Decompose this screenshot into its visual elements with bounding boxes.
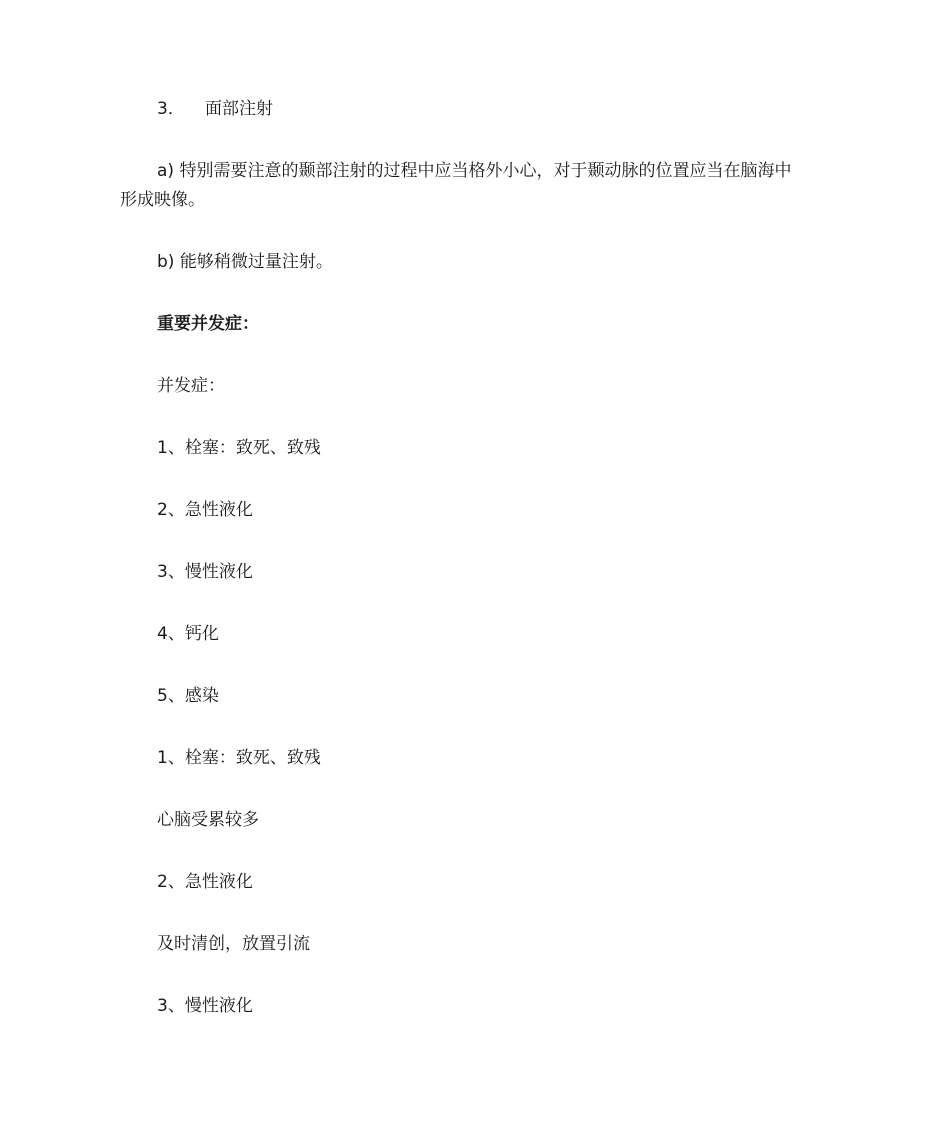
list-item: 心脑受累较多 [157,810,259,830]
paragraph-a-line-1: a) 特别需要注意的颞部注射的过程中应当格外小心，对于颞动脉的位置应当在脑海中 [157,161,792,181]
section-title: 面部注射 [205,99,273,119]
list-item: 2、急性液化 [157,872,253,892]
list-item: 并发症： [157,376,225,396]
list-item: 及时清创，放置引流 [157,934,310,954]
list-item: 5、感染 [157,686,219,706]
list-item: 3、慢性液化 [157,562,253,582]
list-item: 1、栓塞：致死、致残 [157,748,321,768]
list-item: 4、钙化 [157,624,219,644]
section-heading [157,95,273,123]
paragraph-b: b) 能够稍微过量注射。 [157,252,333,272]
list-item: 1、栓塞：致死、致残 [157,438,321,458]
complications-heading: 重要并发症： [157,314,259,334]
list-item: 2、急性液化 [157,500,253,520]
section-number: 3． [157,99,185,119]
list-item: 3、慢性液化 [157,996,253,1016]
paragraph-a-line-2: 形成映像。 [120,190,205,210]
